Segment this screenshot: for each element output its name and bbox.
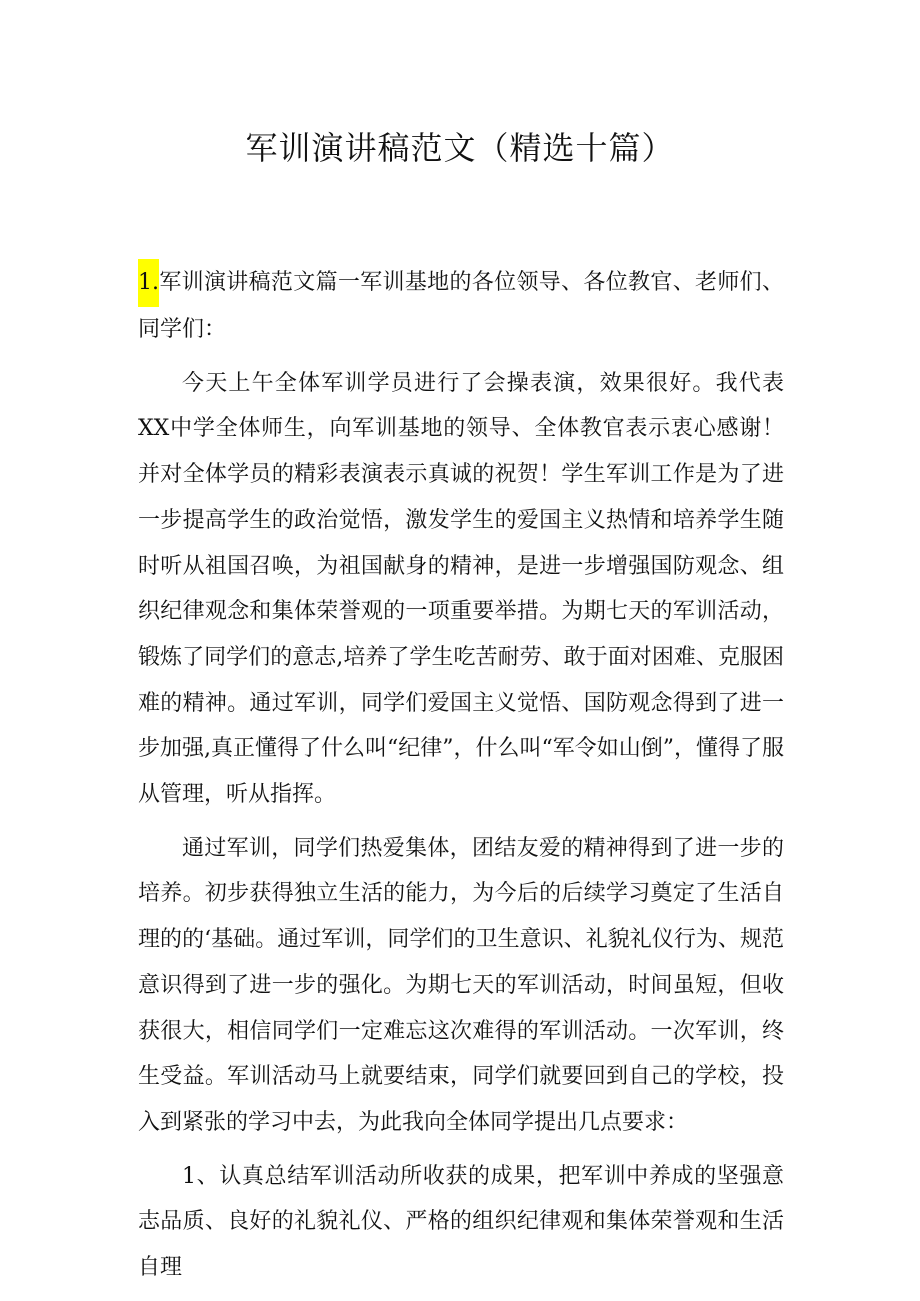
paragraph-intro: [138, 259, 784, 353]
paragraph-text: 军训演讲稿范文篇一军训基地的各位领导、各位教官、老师们、同学们：: [138, 270, 784, 342]
document-body: [138, 259, 784, 1299]
section-number-highlight: 1.: [138, 259, 159, 307]
paragraph: 今天上午全体军训学员进行了会操表演，效果很好。我代表XX中学全体师生，向军训基地的领导、全体教官表示衷心感谢！并对全体学员的精彩表演表示真诚的祝贺！学生军训工作是为了进一步提高学生的政治觉悟，激发学生的爱国主义热情和培养学生随时听从祖国召唤，为祖国献身的精神，是进一步增强国防观念、组织纪律观念和集体荣誉观的一项重要举措。为期七天的军训活动，锻炼了同学们的意志,培养了学生吃苦耐劳、敢于面对困难、克服困难的精神。通过军训，同学们爱国主义觉悟、国防观念得到了进一步加强,真正懂得了什么叫“纪律”，什么叫“军令如山倒”，懂得了服从管理，听从指挥。: [138, 370, 784, 808]
paragraph: 通过军训，同学们热爱集体，团结友爱的精神得到了进一步的培养。初步获得独立生活的能力，为今后的后续学习奠定了生活自理的的‘基础。通过军训，同学们的卫生意识、礼貌礼仪行为、规范意识得到了进一步的强化。为期七天的军训活动，时间虽短，但收获很大，相信同学们一定难忘这次难得的军训活动。一次军训，终生受益。军训活动马上就要结束，同学们就要回到自己的学校，投入到紧张的学习中去，为此我向全体同学提出几点要求：: [138, 835, 784, 1135]
paragraph: 1、认真总结军训活动所收获的成果，把军训中养成的坚强意志品质、良好的礼貌礼仪、严格的组织纪律观和集体荣誉观和生活自理: [138, 1163, 784, 1281]
document-title: 军训演讲稿范文（精选十篇）: [245, 129, 675, 167]
